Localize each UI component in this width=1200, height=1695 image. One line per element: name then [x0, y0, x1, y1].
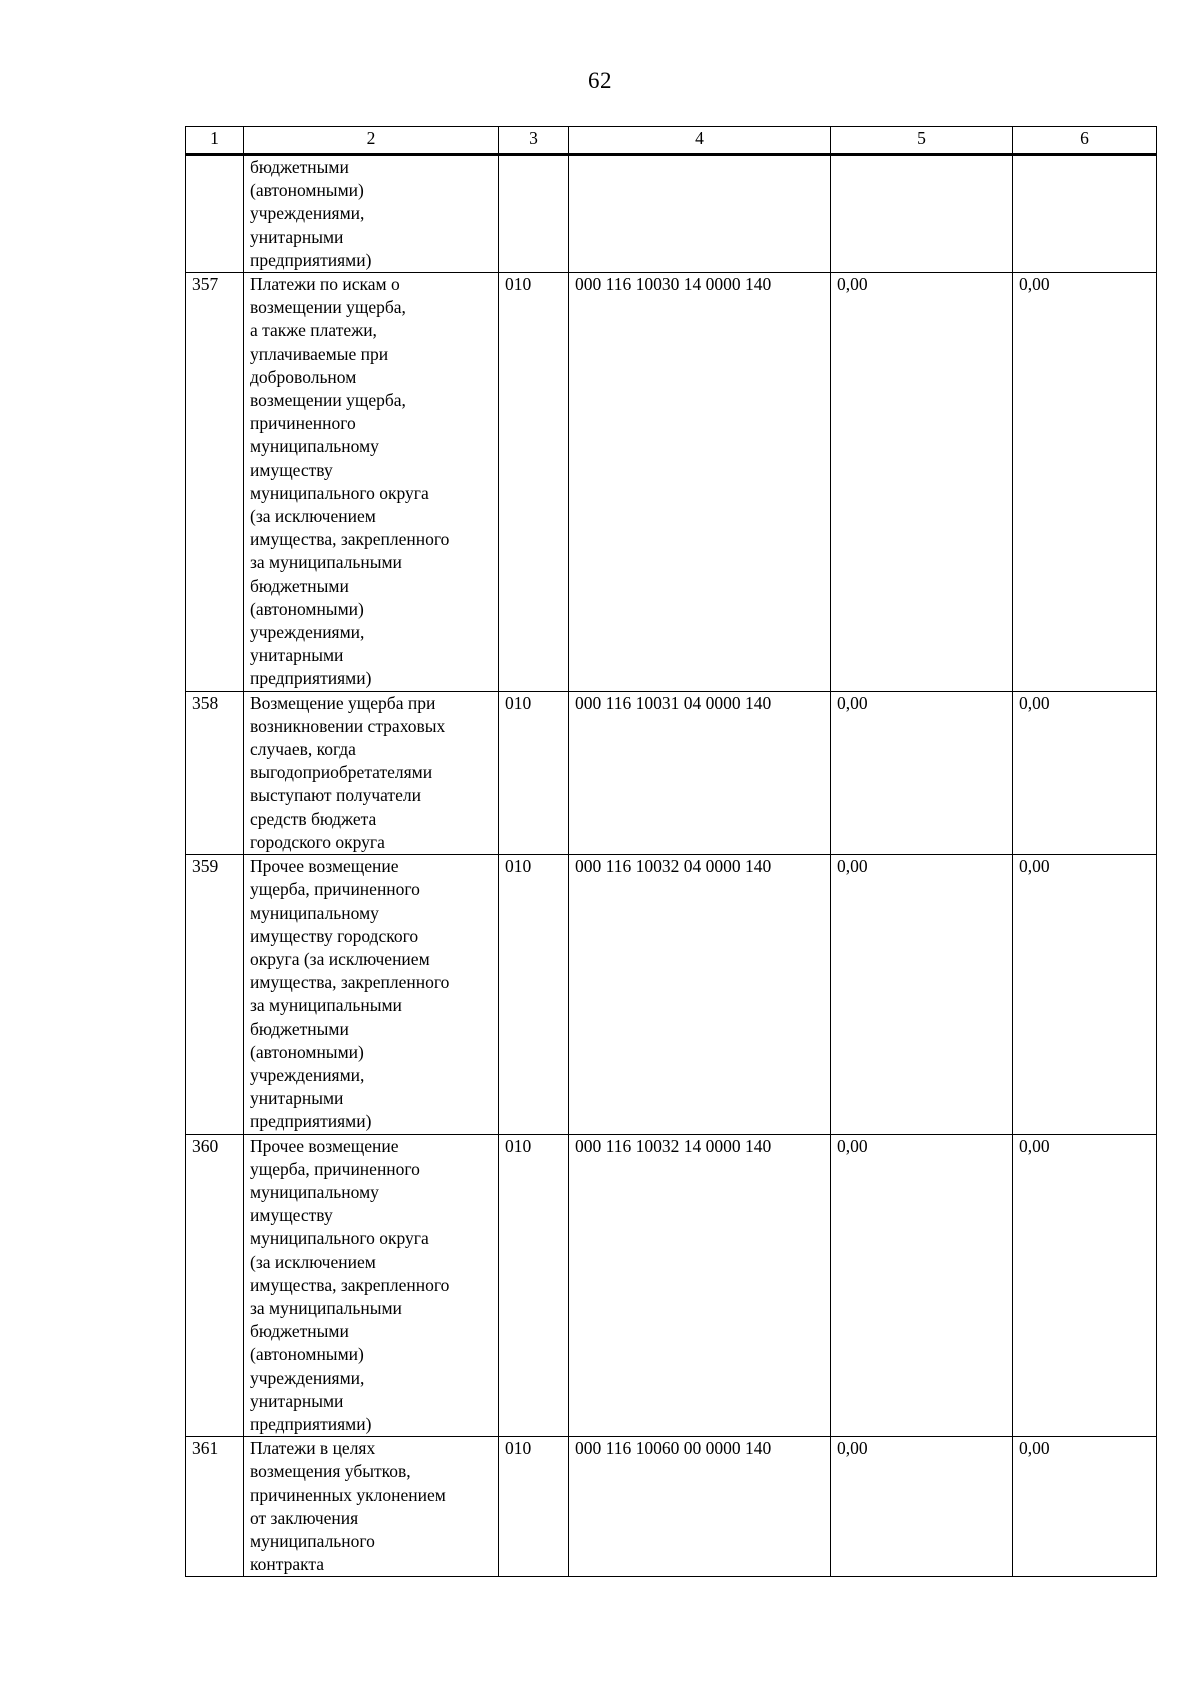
description-line: уплачиваемые при [250, 343, 389, 364]
description-line: унитарными [250, 645, 344, 666]
column-header-5: 5 [831, 127, 1013, 155]
description-line: предприятиями) [250, 249, 372, 270]
column-header-4: 4 [569, 127, 831, 155]
row-number-cell [186, 155, 244, 273]
amount-cell-6: 0,00 [1013, 855, 1157, 1134]
description-line: муниципальному [250, 1181, 379, 1202]
description-line: унитарными [250, 1390, 344, 1411]
row-number-cell: 357 [186, 273, 244, 692]
description-line: предприятиями) [250, 1413, 372, 1434]
amount-cell-5: 0,00 [831, 691, 1013, 854]
description-line: средств бюджета [250, 808, 377, 829]
admin-code-cell: 010 [499, 691, 569, 854]
description-line: бюджетными [250, 575, 349, 596]
amount-cell-5: 0,00 [831, 1437, 1013, 1577]
description-line: возмещении ущерба, [250, 390, 406, 411]
description-line: муниципального [250, 1530, 375, 1551]
row-number-cell: 358 [186, 691, 244, 854]
description-line: учреждениями, [250, 203, 365, 224]
description-line: причиненных уклонением [250, 1484, 446, 1505]
table-row [186, 691, 1157, 854]
description-line: имущества, закрепленного [250, 1274, 450, 1295]
description-line: (за исключением [250, 1251, 376, 1272]
column-header-6: 6 [1013, 127, 1157, 155]
description-line: выгодоприобретателями [250, 762, 433, 783]
table-header-row [186, 127, 1157, 155]
description-line: муниципальному [250, 436, 379, 457]
table-row [186, 1134, 1157, 1437]
row-number-cell: 359 [186, 855, 244, 1134]
description-line: а также платежи, [250, 320, 377, 341]
description-line: за муниципальными [250, 552, 402, 573]
description-line: бюджетными [250, 157, 349, 177]
description-line: Прочее возмещение [250, 856, 399, 877]
description-line: бюджетными [250, 1321, 349, 1342]
admin-code-cell: 010 [499, 1134, 569, 1437]
description-line: (автономными) [250, 180, 364, 201]
description-line: унитарными [250, 1088, 344, 1109]
description-line: предприятиями) [250, 1111, 372, 1132]
description-cell [244, 855, 499, 1134]
budget-code-cell [569, 155, 831, 273]
description-line: (автономными) [250, 1344, 364, 1365]
description-line: имущества, закрепленного [250, 529, 450, 550]
amount-cell-6 [1013, 155, 1157, 273]
table-row [186, 155, 1157, 273]
amount-cell-6: 0,00 [1013, 691, 1157, 854]
description-line: за муниципальными [250, 995, 402, 1016]
amount-cell-5: 0,00 [831, 855, 1013, 1134]
description-line: муниципальному [250, 902, 379, 923]
description-line: округа (за исключением [250, 948, 430, 969]
description-line: имуществу [250, 459, 333, 480]
description-line: имущества, закрепленного [250, 972, 450, 993]
description-line: Платежи в целях [250, 1438, 376, 1459]
description-line: учреждениями, [250, 1367, 365, 1388]
admin-code-cell: 010 [499, 1437, 569, 1577]
table-row [186, 273, 1157, 692]
description-cell [244, 155, 499, 273]
description-line: причиненного [250, 413, 356, 434]
description-line: за муниципальными [250, 1297, 402, 1318]
column-header-2: 2 [244, 127, 499, 155]
description-line: учреждениями, [250, 622, 365, 643]
amount-cell-5: 0,00 [831, 273, 1013, 692]
row-number-cell: 361 [186, 1437, 244, 1577]
amount-cell-6: 0,00 [1013, 1134, 1157, 1437]
description-line: имуществу городского [250, 925, 419, 946]
description-line: от заключения [250, 1507, 359, 1528]
description-line: унитарными [250, 226, 344, 247]
description-line: выступают получатели [250, 785, 421, 806]
description-line: Прочее возмещение [250, 1135, 399, 1156]
admin-code-cell [499, 155, 569, 273]
description-line: добровольном [250, 366, 357, 387]
description-cell [244, 691, 499, 854]
column-header-1: 1 [186, 127, 244, 155]
description-line: ущерба, причиненного [250, 879, 420, 900]
admin-code-cell: 010 [499, 855, 569, 1134]
amount-cell-5: 0,00 [831, 1134, 1013, 1437]
description-line: возмещении ущерба, [250, 297, 406, 318]
description-line: муниципального округа [250, 482, 429, 503]
description-line: ущерба, причиненного [250, 1158, 420, 1179]
budget-code-cell: 000 116 10060 00 0000 140 [569, 1437, 831, 1577]
description-line: Возмещение ущерба при [250, 692, 436, 713]
description-line: (за исключением [250, 506, 376, 527]
admin-code-cell: 010 [499, 273, 569, 692]
description-line: (автономными) [250, 598, 364, 619]
description-line: бюджетными [250, 1018, 349, 1039]
row-number-cell: 360 [186, 1134, 244, 1437]
column-header-3: 3 [499, 127, 569, 155]
description-line: возникновении страховых [250, 715, 446, 736]
page-number: 62 [588, 68, 612, 93]
description-line: предприятиями) [250, 668, 372, 689]
amount-cell-6: 0,00 [1013, 1437, 1157, 1577]
budget-code-cell: 000 116 10032 04 0000 140 [569, 855, 831, 1134]
table-row [186, 855, 1157, 1134]
budget-code-cell: 000 116 10032 14 0000 140 [569, 1134, 831, 1437]
description-line: возмещения убытков, [250, 1461, 411, 1482]
budget-code-cell: 000 116 10031 04 0000 140 [569, 691, 831, 854]
description-line: (автономными) [250, 1041, 364, 1062]
amount-cell-5 [831, 155, 1013, 273]
revenue-table [185, 126, 1157, 1577]
description-line: контракта [250, 1554, 325, 1575]
table-row [186, 1437, 1157, 1577]
table-body [186, 155, 1157, 1577]
description-line: муниципального округа [250, 1228, 429, 1249]
description-line: случаев, когда [250, 739, 356, 760]
description-line: имуществу [250, 1205, 333, 1226]
description-cell [244, 273, 499, 692]
description-line: Платежи по искам о [250, 274, 400, 295]
description-cell [244, 1437, 499, 1577]
description-line: учреждениями, [250, 1064, 365, 1085]
amount-cell-6: 0,00 [1013, 273, 1157, 692]
description-line: городского округа [250, 831, 385, 852]
description-cell [244, 1134, 499, 1437]
budget-code-cell: 000 116 10030 14 0000 140 [569, 273, 831, 692]
